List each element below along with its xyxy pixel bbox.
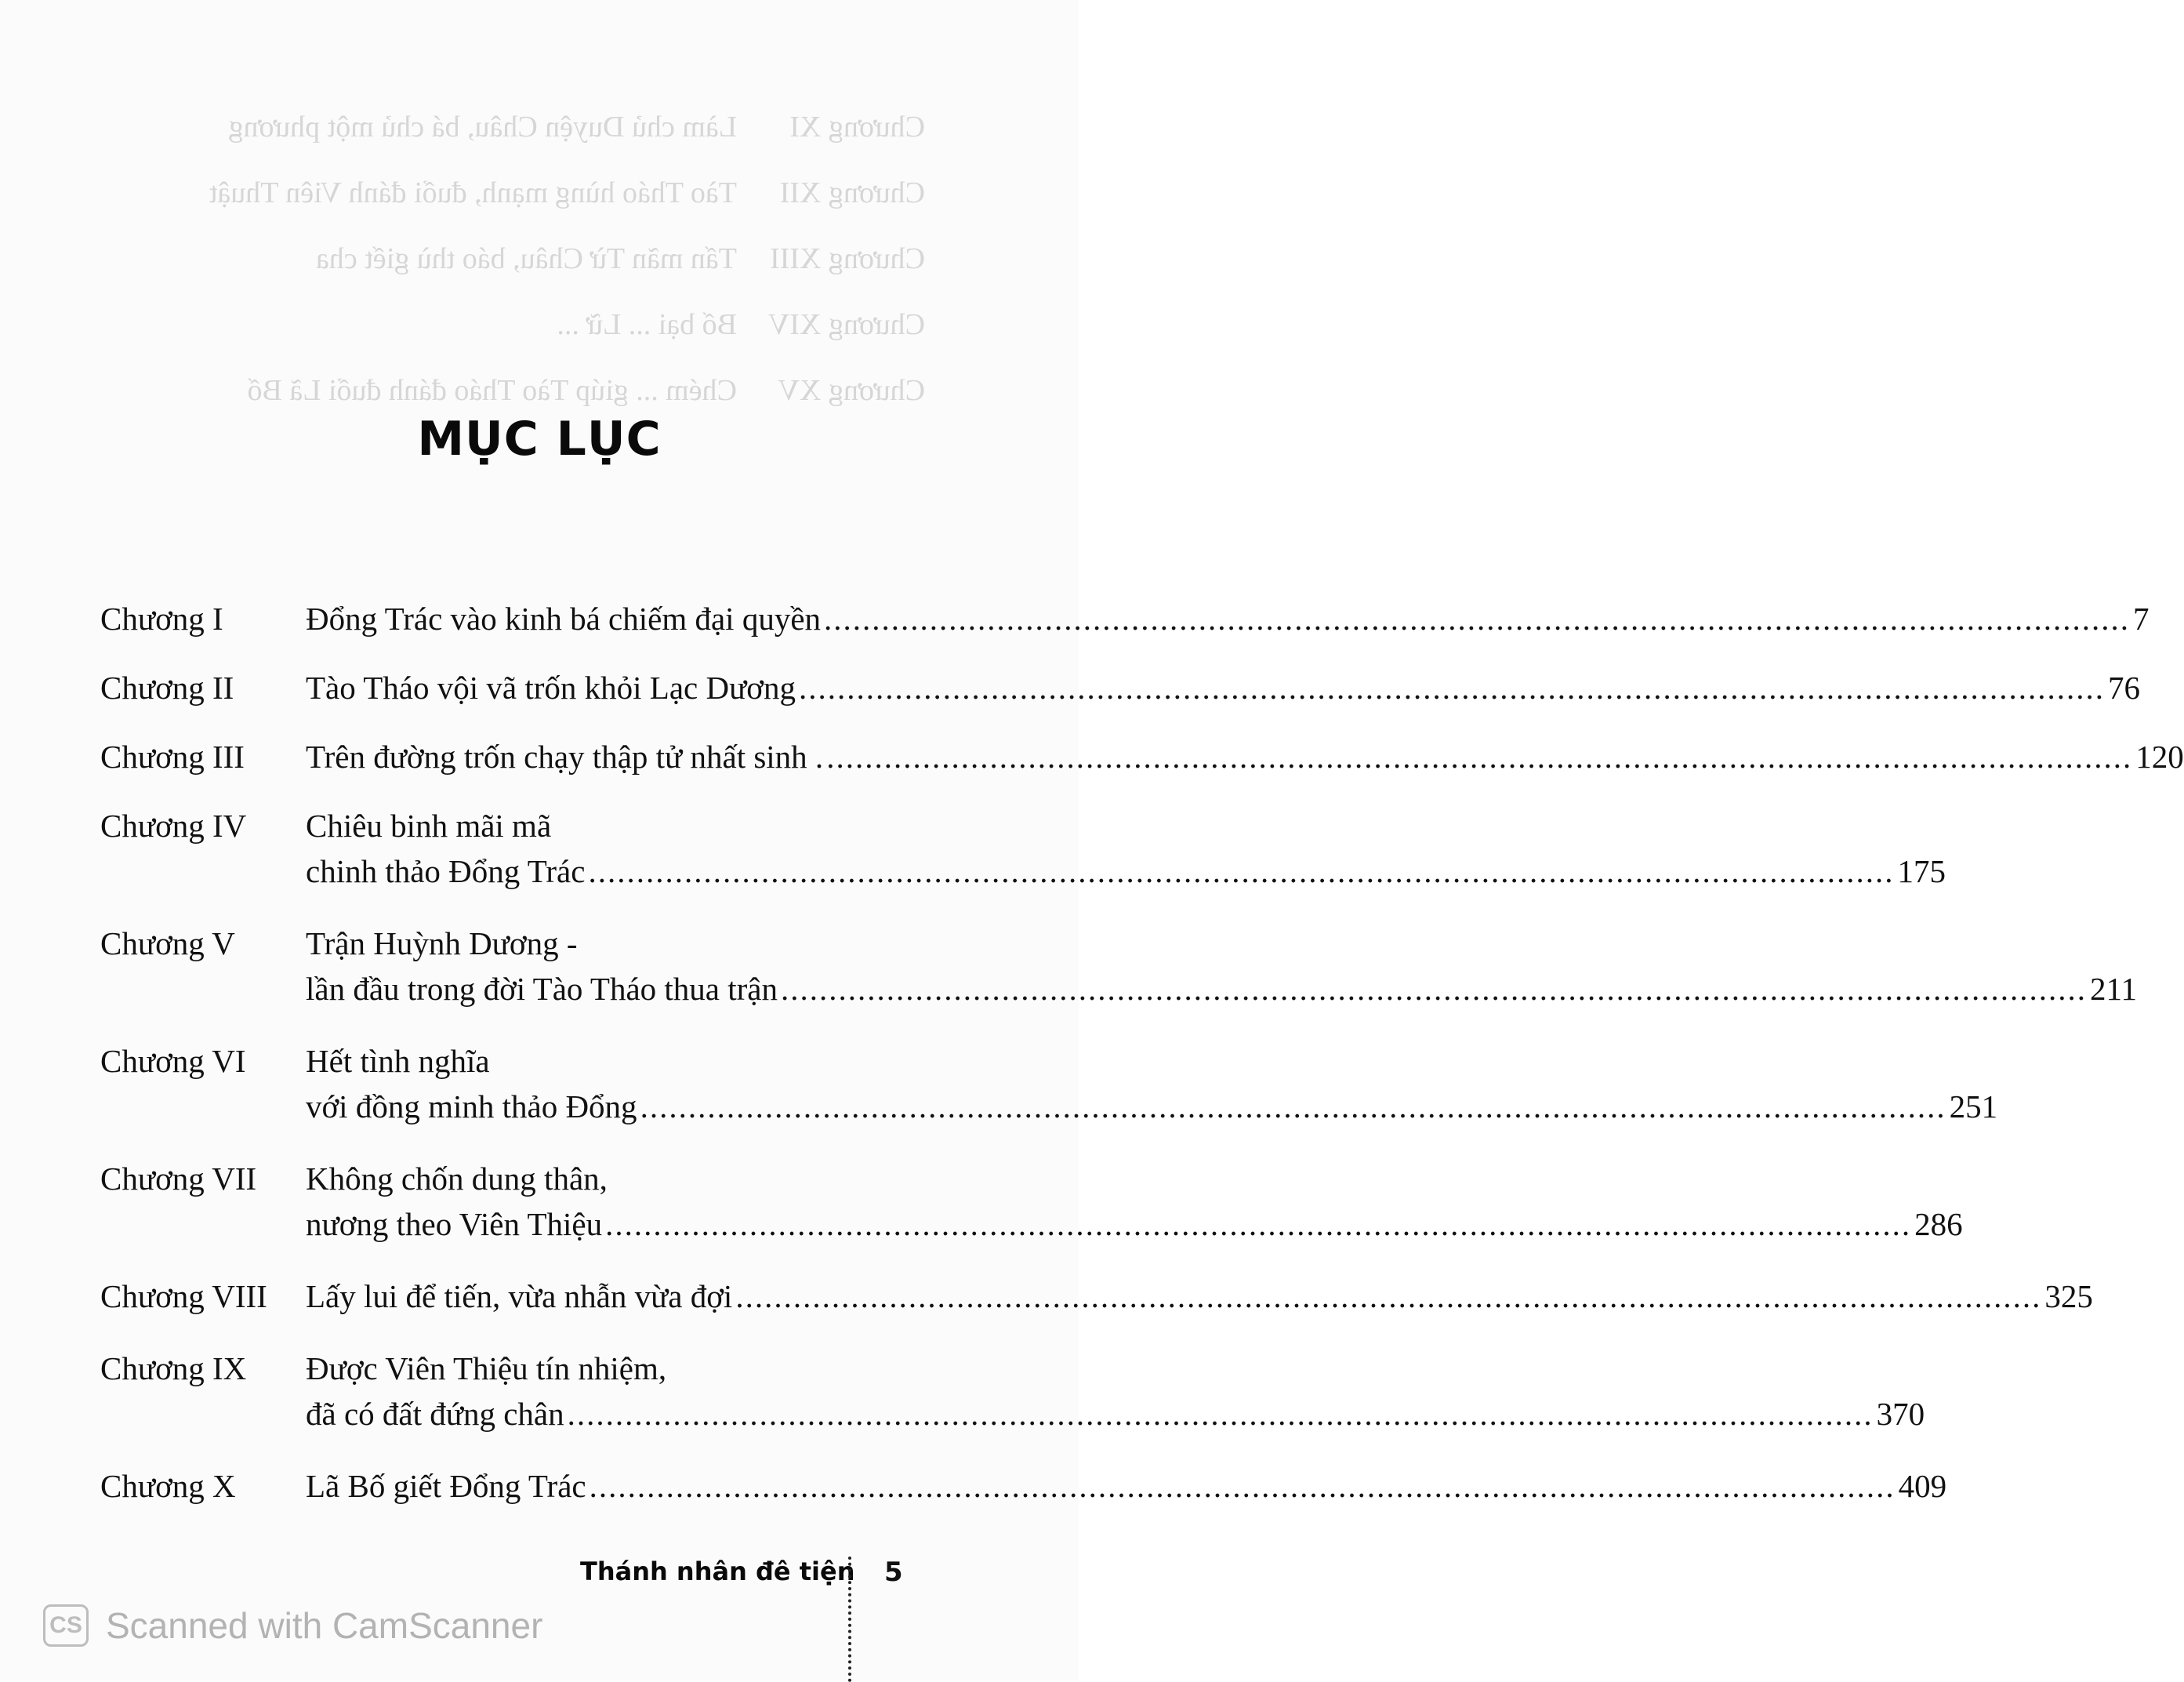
chapter-label: Chương II: [100, 670, 234, 706]
chapter-label: Chương III: [100, 739, 245, 775]
chapter-title-line: [306, 596, 2150, 641]
chapter-title: Lã Bố giết Đổng Trác: [306, 1468, 586, 1504]
chapter-content: [306, 1273, 2093, 1319]
dot-leader: [590, 1463, 1896, 1509]
chapter-page-number: 370: [1876, 1396, 1925, 1432]
chapter-title: Trên đường trốn chạy thập tử nhất sinh .: [306, 739, 824, 775]
bleed-row: [110, 242, 925, 276]
chapter-content: [306, 1463, 1946, 1509]
chapter-content: [306, 803, 1946, 894]
chapter-title-line: [306, 1391, 1925, 1437]
chapter-content: [306, 1156, 1963, 1247]
chapter-page-number: 325: [2044, 1278, 2093, 1314]
running-footer-title: Thánh nhân đê tiện: [580, 1557, 855, 1586]
bleed-label: Chương XIV: [767, 308, 925, 341]
chapter-title-line: [306, 921, 2137, 966]
dot-leader: [605, 1201, 1911, 1247]
bleed-text: Tào Tháo hùng mạnh, đuổi đánh Viên Thuật: [209, 176, 737, 209]
chapter-title: lần đầu trong đời Tào Tháo thua trận: [306, 971, 778, 1007]
chapter-title-line: [306, 1346, 1925, 1391]
dot-leader: [735, 1273, 2041, 1319]
chapter-content: [306, 596, 2150, 641]
bleed-row: [110, 176, 925, 210]
page-number: 5: [884, 1557, 903, 1588]
toc-entry[interactable]: [100, 921, 2137, 1012]
bleed-through-text: [110, 110, 925, 439]
chapter-page-number: 7: [2133, 601, 2150, 637]
chapter-title: nương theo Viên Thiệu: [306, 1206, 603, 1242]
toc-entry[interactable]: [100, 1346, 1925, 1437]
chapter-label: Chương VI: [100, 1043, 246, 1079]
toc-entry[interactable]: [100, 1463, 1947, 1509]
chapter-title: đã có đất đứng chân: [306, 1396, 564, 1432]
chapter-page-number: 286: [1914, 1206, 1963, 1242]
chapter-label: Chương VII: [100, 1161, 257, 1197]
toc-entry[interactable]: [100, 734, 2184, 779]
chapter-title-line: [306, 665, 2140, 710]
chapter-title: Hết tình nghĩa: [306, 1043, 490, 1079]
bleed-label: Chương XI: [789, 111, 925, 143]
chapter-title: Tào Tháo vội vã trốn khỏi Lạc Dương: [306, 670, 796, 706]
chapter-title: Trận Huỳnh Dương -: [306, 925, 578, 961]
toc-entry[interactable]: [100, 803, 1946, 894]
chapter-title: Lấy lui để tiến, vừa nhẫn vừa đợi: [306, 1278, 733, 1314]
dot-leader: [826, 734, 2132, 779]
chapter-content: [306, 734, 2184, 779]
chapter-content: [306, 1346, 1925, 1437]
chapter-title: Không chốn dung thân,: [306, 1161, 608, 1197]
chapter-title-line: [306, 803, 1946, 848]
bleed-text: Chém ... giúp Tào Tháo đánh đuổi Lã Bố: [247, 374, 737, 407]
toc-entry[interactable]: [100, 665, 2140, 710]
chapter-title: Chiêu binh mãi mã: [306, 808, 552, 844]
chapter-title: chinh thảo Đổng Trác: [306, 853, 586, 889]
footer-separator: [848, 1557, 851, 1682]
chapter-page-number: 76: [2107, 670, 2140, 706]
dot-leader: [799, 665, 2105, 710]
bleed-label: Chương XV: [778, 374, 925, 407]
chapter-title-line: [306, 734, 2184, 779]
table-of-contents: [100, 596, 2184, 1509]
chapter-title-line: [306, 848, 1946, 894]
chapter-title-line: [306, 1463, 1946, 1509]
chapter-label: Chương VIII: [100, 1278, 267, 1314]
chapter-label: Chương IX: [100, 1350, 247, 1386]
dot-leader: [781, 966, 2087, 1012]
toc-entry[interactable]: [100, 1156, 1963, 1247]
toc-entry[interactable]: [100, 1038, 1998, 1129]
chapter-content: [306, 665, 2140, 710]
chapter-title-line: [306, 1084, 1997, 1129]
chapter-title-line: [306, 966, 2137, 1012]
dot-leader: [588, 848, 1894, 894]
chapter-title: với đồng minh thảo Đổng: [306, 1088, 637, 1124]
toc-entry[interactable]: [100, 1273, 2093, 1319]
chapter-page-number: 409: [1898, 1468, 1947, 1504]
bleed-text: Làm chủ Duyện Châu, bá chủ một phương: [228, 111, 737, 143]
chapter-content: [306, 921, 2137, 1012]
chapter-page-number: 211: [2090, 971, 2137, 1007]
chapter-label: Chương I: [100, 601, 223, 637]
chapter-label: Chương X: [100, 1468, 236, 1504]
bleed-row: [110, 110, 925, 144]
chapter-title: Được Viên Thiệu tín nhiệm,: [306, 1350, 667, 1386]
bleed-label: Chương XII: [779, 176, 925, 209]
dot-leader: [568, 1391, 1874, 1437]
watermark-text: Scanned with CamScanner: [106, 1605, 543, 1646]
page-title: MỤC LỤC: [417, 412, 662, 467]
bleed-row: [110, 373, 925, 408]
chapter-page-number: 120: [2135, 739, 2184, 775]
camscanner-logo-icon: CS: [43, 1604, 89, 1647]
chapter-label: Chương V: [100, 925, 235, 961]
toc-entry[interactable]: [100, 596, 2150, 641]
chapter-page-number: 251: [1949, 1088, 1998, 1124]
bleed-text: Tấn mãn Từ Châu, báo thù giết cha: [316, 242, 737, 275]
chapter-label: Chương IV: [100, 808, 247, 844]
dot-leader: [640, 1084, 1946, 1129]
chapter-title-line: [306, 1156, 1963, 1201]
bleed-label: Chương XIII: [770, 242, 925, 275]
chapter-title-line: [306, 1201, 1963, 1247]
chapter-content: [306, 1038, 1997, 1129]
dot-leader: [824, 596, 2130, 641]
bleed-text: Bố bại ... Lữ ...: [557, 308, 737, 341]
scanner-watermark: [43, 1604, 542, 1647]
chapter-title: Đổng Trác vào kinh bá chiếm đại quyền: [306, 601, 822, 637]
bleed-row: [110, 307, 925, 342]
chapter-title-line: [306, 1038, 1997, 1084]
chapter-page-number: 175: [1897, 853, 1946, 889]
chapter-title-line: [306, 1273, 2093, 1319]
